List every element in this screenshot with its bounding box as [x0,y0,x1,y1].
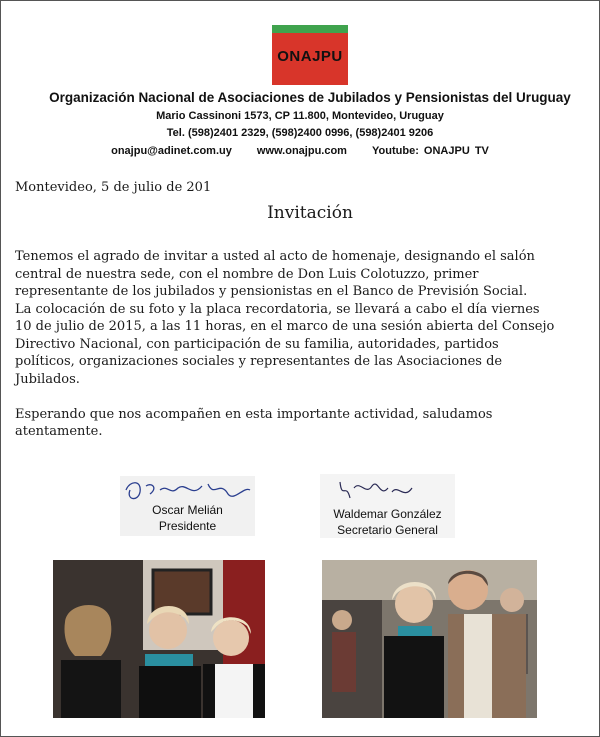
org-web[interactable]: www.onajpu.com [256,145,347,157]
photo-woman-and-man-icon [322,560,537,718]
org-phones: Tel. (598)2401 2329, (598)2400 0996, (598)2401 9206 [166,127,434,139]
body-line: La colocación de su foto y la placa recordatoria, se llevará a cabo el día viernes [15,301,540,317]
logo-text: ONAJPU [277,48,343,65]
signature-name: Waldemar González [333,507,442,521]
org-address: Mario Cassinoni 1573, CP 11.800, Montevideo, Uruguay [156,110,444,122]
body-line: Tenemos el agrado de invitar a usted al acto de homenaje, designando el salón [15,249,535,264]
signature-president [120,476,255,536]
body-line: Jubilados. [15,371,80,387]
body-line: 10 de julio de 2015, a las 11 horas, en el marco de una sesión abierta del Consejo [15,319,555,334]
body-line [15,388,600,406]
body-line: Directivo Nacional, con participación de su familia, autoridades, partidos [15,336,499,352]
org-youtube[interactable]: Youtube: ONAJPU TV [372,145,489,157]
body-line: central de nuestra sede, con el nombre de Don Luis Colotuzzo, primer [15,266,479,282]
event-photo-right [322,560,537,718]
signature-role: Presidente [158,519,217,533]
signature-role: Secretario General [337,523,438,537]
body-line: Esperando que nos acompañen en esta importante actividad, saludamos [15,406,493,422]
org-email[interactable]: onajpu@adinet.com.uy [111,145,232,157]
letter-date: Montevideo, 5 de julio de 201 [15,180,212,195]
photo-three-women-icon [53,560,265,718]
onajpu-logo [272,25,348,85]
letter-title: Invitación [267,203,353,223]
letter-body [15,248,600,441]
event-photo-left [53,560,265,718]
body-line: políticos, organizaciones sociales y representantes de las Asociaciones de [15,354,503,369]
org-name: Organización Nacional de Asociaciones de Jubilados y Pensionistas del Uruguay [49,90,571,105]
signature-name: Oscar Melián [152,503,223,517]
signature-secretary [320,474,455,538]
body-line: atentamente. [15,424,103,439]
org-contacts [0,145,600,157]
body-line: representante de los jubilados y pensionistas en el Banco de Previsión Social. [15,284,528,299]
